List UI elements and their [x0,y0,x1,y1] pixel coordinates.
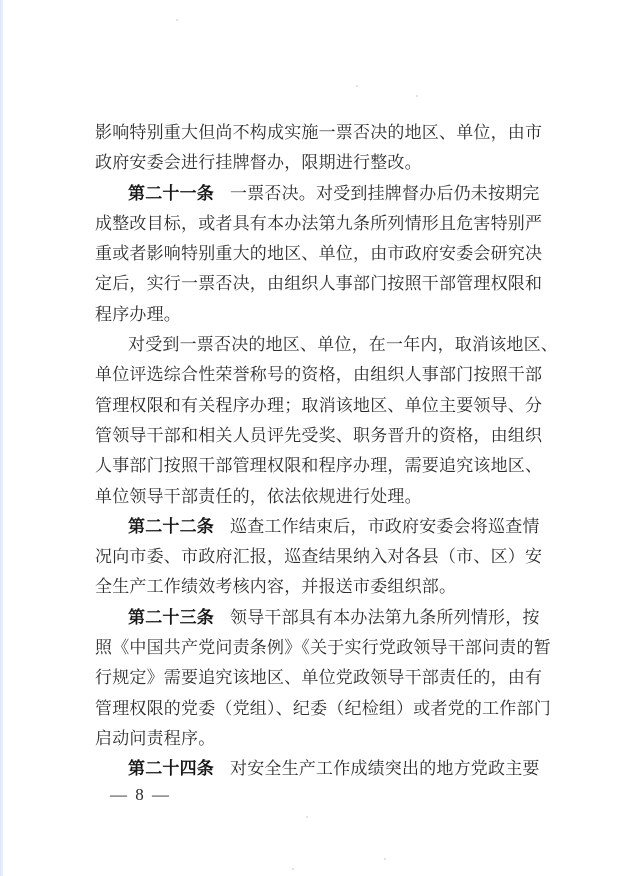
text-line [95,482,543,512]
text-segment: 启动问责程序。 [95,728,216,748]
scan-speckle [384,858,386,860]
article-number: 第二十二条 [128,516,214,536]
text-line [95,360,543,390]
text-segment: 管领导干部和相关人员评先受奖、职务晋升的资格，由组织 [95,425,543,445]
text-line [95,269,543,299]
scan-speckle [292,868,294,870]
text-segment: 成整改目标，或者具有本办法第九条所列情形且危害特别严 [95,213,543,233]
document-body [95,118,558,785]
text-segment: 行规定》需要追究该地区、单位党政领导干部责任的，由有 [95,668,543,688]
text-segment: 影响特别重大但尚不构成实施一票否决的地区、单位，由市 [95,123,543,142]
text-segment: 况向市委、市政府汇报，巡查结果纳入对各县（市、区）安 [95,547,543,567]
text-segment: 单位领导干部责任的，依法依规进行处理。 [95,486,422,506]
text-line [95,209,543,239]
text-line [95,391,543,421]
text-line [95,603,543,633]
text-line [95,179,543,209]
text-line [95,239,543,269]
text-segment: 单位评选综合性荣誉称号的资格，由组织人事部门按照干部 [95,365,543,385]
text-line [95,330,558,360]
text-segment: 巡查工作结束后，市政府安委会将巡查情 [230,516,540,536]
article-number: 第二十一条 [128,183,214,203]
text-line [95,754,543,784]
text-line [95,572,543,602]
page-number: — 8 — [110,785,171,804]
text-line [95,694,551,724]
text-line [95,633,551,663]
text-segment: 政府安委会进行挂牌督办，限期进行整改。 [95,153,422,173]
scan-speckle [356,85,358,87]
text-segment: 对受到一票否决的地区、单位，在一年内，取消该地区、 [128,335,558,355]
text-segment: 程序办理。 [95,304,181,324]
text-line [95,542,543,572]
text-line [95,724,543,754]
text-segment: 人事部门按照干部管理权限和程序办理，需要追究该地区、 [95,456,543,476]
text-segment: 全生产工作绩效考核内容，并报送市委组织部。 [95,577,457,597]
scan-speckle [416,95,418,97]
scan-speckle [306,816,308,818]
article-number: 第二十三条 [128,607,214,627]
text-line [95,421,543,451]
text-segment: 管理权限的党委（党组）、纪委（纪检组）或者党的工作部门 [95,698,551,718]
text-line [95,451,543,481]
text-line [95,512,543,542]
text-line [95,118,543,148]
text-line [95,300,543,330]
article-number: 第二十四条 [128,759,214,779]
text-segment: 管理权限和有关程序办理；取消该地区、单位主要领导、分 [95,395,543,415]
text-segment: 定后，实行一票否决，由组织人事部门按照干部管理权限和 [95,274,543,294]
text-segment: 重或者影响特别重大的地区、单位，由市政府安委会研究决 [95,244,543,264]
scan-edge-shadow [0,0,3,876]
text-segment: 一票否决。对受到挂牌督办后仍未按期完 [230,183,540,203]
text-segment: 照《中国共产党问责条例》《关于实行党政领导干部问责的暂 [95,638,551,658]
text-segment: 对安全生产工作成绩突出的地方党政主要 [230,759,540,779]
text-line [95,148,543,178]
text-segment: 领导干部具有本办法第九条所列情形，按 [230,607,540,627]
scan-speckle [176,19,178,21]
text-line [95,663,543,693]
